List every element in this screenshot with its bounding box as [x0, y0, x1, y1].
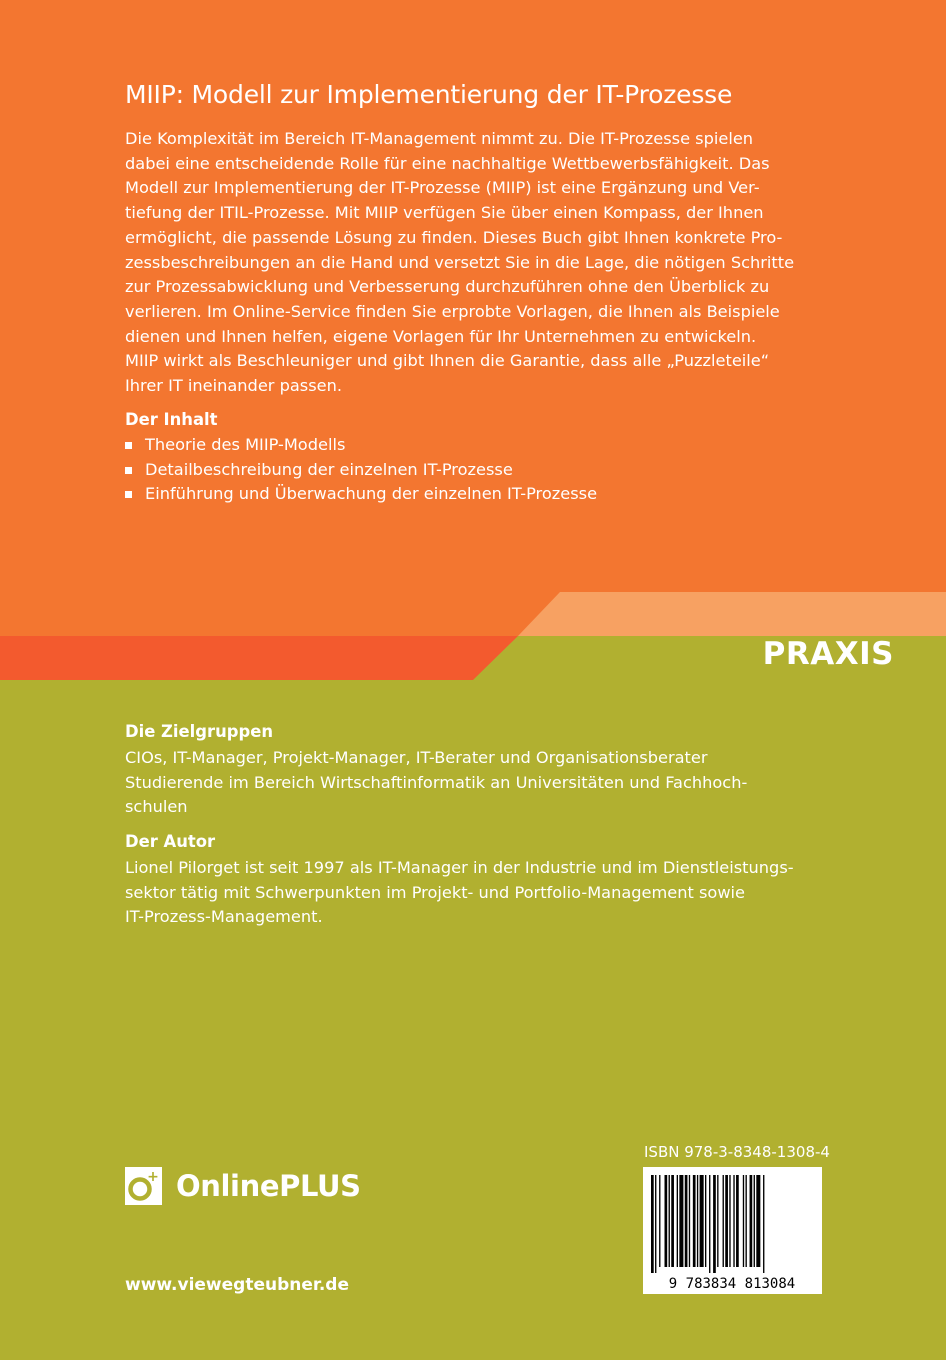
intro-line: zur Prozessabwicklung und Verbesserung durchzuführen ohne den Überblick zu — [125, 277, 770, 297]
onlineplus-logo — [125, 1167, 361, 1205]
zielgruppen-text — [125, 746, 747, 820]
list-item: Theorie des MIIP-Modells — [125, 433, 597, 458]
band-light-tab — [518, 592, 946, 636]
intro-line: Ihrer IT ineinander passen. — [125, 376, 343, 396]
publisher-url: www.viewegteubner.de — [125, 1275, 350, 1295]
barcode-bar — [725, 1175, 728, 1267]
logo-text: OnlinePLUS — [176, 1169, 361, 1203]
intro-line: zessbeschreibungen an die Hand und versetzt Sie in die Lage, die nötigen Schritte — [125, 252, 795, 272]
autor-heading: Der Autor — [125, 832, 216, 851]
autor-text — [125, 856, 794, 930]
autor-line: IT-Prozess-Management. — [125, 907, 323, 927]
barcode-bar — [700, 1175, 704, 1267]
list-item: Detailbeschreibung der einzelnen IT-Prozesse — [125, 458, 597, 483]
series-label: PRAXIS — [762, 636, 894, 672]
list-item: Einführung und Überwachung der einzelnen IT-Prozesse — [125, 482, 597, 507]
barcode-bar — [746, 1175, 747, 1267]
barcode-bar — [754, 1175, 755, 1267]
autor-line: Lionel Pilorget ist seit 1997 als IT-Manager in der Industrie und im Dienstleistungs- — [125, 858, 794, 877]
barcode-bar — [723, 1175, 724, 1267]
intro-line: Modell zur Implementierung der IT-Prozesse (MIIP) ist eine Ergänzung und Ver- — [125, 178, 760, 198]
intro-line: ermöglicht, die passende Lösung zu finden. Dieses Buch gibt Ihnen konkrete Pro- — [125, 227, 783, 247]
barcode-bar — [679, 1175, 683, 1267]
plus-sign: + — [147, 1169, 159, 1185]
barcode-bar — [717, 1175, 718, 1267]
isbn-barcode — [643, 1167, 822, 1294]
bullet-square-icon — [125, 491, 132, 498]
intro-line: Die Komplexität im Bereich IT-Management nimmt zu. Die IT-Prozesse spielen — [125, 129, 754, 148]
zielgruppen-heading: Die Zielgruppen — [125, 722, 274, 741]
barcode-bar — [736, 1175, 739, 1267]
barcode-bar — [709, 1175, 710, 1273]
barcode-bar — [713, 1175, 716, 1273]
book-title: MIIP: Modell zur Implementierung der IT-Prozesse — [125, 80, 733, 109]
barcode-bar — [697, 1175, 698, 1267]
barcode-digits: 9 783834 813084 — [668, 1276, 796, 1292]
intro-text — [125, 127, 823, 399]
intro-line: MIIP wirkt als Beschleuniger und gibt Ihnen die Garantie, dass alle „Puzzleteile“ — [125, 351, 770, 371]
barcode-bar — [655, 1175, 656, 1273]
barcode-bars — [651, 1175, 764, 1273]
autor-line: sektor tätig mit Schwerpunkten im Projekt- und Portfolio-Management sowie — [125, 882, 746, 902]
inhalt-list — [125, 433, 597, 507]
barcode-bar — [677, 1175, 678, 1267]
barcode-bar — [763, 1175, 764, 1273]
barcode-bar — [705, 1175, 706, 1267]
barcode-bar — [659, 1175, 660, 1267]
barcode-bar — [733, 1175, 734, 1267]
isbn-number: ISBN 978-3-8348-1308-4 — [644, 1143, 830, 1161]
barcode-bar — [665, 1175, 668, 1267]
bullet-square-icon — [125, 442, 132, 449]
barcode-bar — [651, 1175, 654, 1273]
zielgruppen-line: schulen — [125, 797, 188, 817]
barcode-bar — [685, 1175, 688, 1267]
zielgruppen-line: CIOs, IT-Manager, Projekt-Manager, IT-Berater und Organisationsberater — [125, 748, 708, 767]
inhalt-heading: Der Inhalt — [125, 410, 218, 429]
onlineplus-icon — [125, 1167, 162, 1205]
barcode-bar — [689, 1175, 690, 1267]
barcode-bar — [750, 1175, 753, 1267]
barcode-bar — [729, 1175, 730, 1267]
bullet-square-icon — [125, 467, 132, 474]
intro-line: dabei eine entscheidende Rolle für eine nachhaltige Wettbewerbsfähigkeit. Das — [125, 153, 770, 173]
barcode-bar — [671, 1175, 674, 1267]
barcode-bar — [743, 1175, 744, 1267]
zielgruppen-line: Studierende im Bereich Wirtschaftinformatik an Universitäten und Fachhoch- — [125, 772, 748, 792]
band-dark-left — [0, 636, 518, 680]
barcode-bar — [756, 1175, 760, 1267]
intro-line: tiefung der ITIL-Prozesse. Mit MIIP verfügen Sie über einen Kompass, der Ihnen — [125, 203, 764, 223]
intro-line: verlieren. Im Online-Service finden Sie erprobte Vorlagen, die Ihnen als Beispiele — [125, 301, 780, 321]
barcode-bar — [669, 1175, 670, 1267]
barcode-bar — [693, 1175, 696, 1267]
intro-line: dienen und Ihnen helfen, eigene Vorlagen für Ihr Unternehmen zu entwickeln. — [125, 326, 757, 346]
